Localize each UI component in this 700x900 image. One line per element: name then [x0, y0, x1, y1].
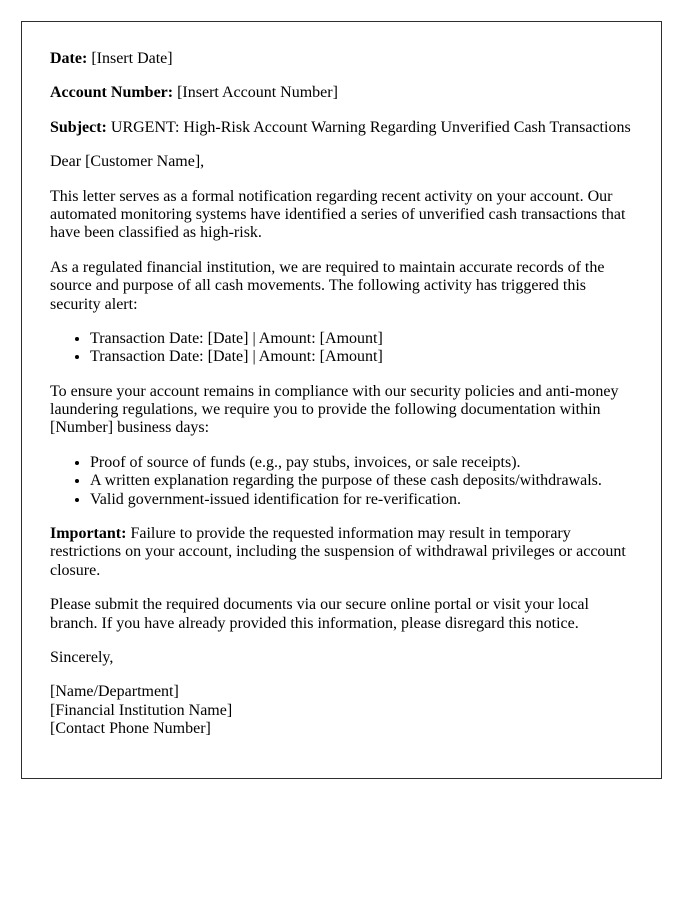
- subject-label: Subject:: [50, 118, 107, 136]
- account-number-label: Account Number:: [50, 84, 174, 102]
- paragraph-important: [50, 525, 632, 580]
- important-label: Important:: [50, 525, 127, 543]
- subject-line: [50, 119, 632, 137]
- paragraph-intro: This letter serves as a formal notification regarding recent activity on your account. Our automated monitoring systems have identified a series of unverified cash transactions that have been classified as high-risk.: [50, 187, 626, 242]
- paragraph-submission: Please submit the required documents via our secure online portal or visit your local branch. If you have already provided this information, please disregard this notice.: [50, 596, 589, 632]
- subject-value: URGENT: High-Risk Account Warning Regarding Unverified Cash Transactions: [110, 118, 631, 136]
- important-value: Failure to provide the requested information may result in temporary restrictions on your account, including the suspension of withdrawal privileges or account closure.: [50, 525, 626, 579]
- flagged-transactions-list: [50, 330, 632, 367]
- signature-institution-name: [Financial Institution Name]: [50, 701, 233, 719]
- signature-name-department: [Name/Department]: [50, 683, 179, 701]
- closing: Sincerely,: [50, 648, 114, 666]
- paragraph-compliance: To ensure your account remains in compliance with our security policies and anti-money laundering regulations, we require you to provide the following documentation within [Number] business days:: [50, 382, 619, 437]
- required-document-item: • Proof of source of funds (e.g., pay stubs, invoices, or sale receipts).: [90, 454, 632, 472]
- date-line: [50, 50, 632, 68]
- account-number-line: [50, 84, 632, 102]
- required-document-item: • Valid government-issued identification for re-verification.: [90, 491, 632, 509]
- letter-document: [21, 21, 662, 779]
- date-label: Date:: [50, 50, 88, 67]
- salutation: Dear [Customer Name],: [50, 153, 205, 171]
- signature-block: [50, 683, 632, 738]
- paragraph-regulation: As a regulated financial institution, we are required to maintain accurate records of the source and purpose of all cash movements. The following activity has triggered this security alert:: [50, 258, 605, 313]
- required-document-item: • A written explanation regarding the purpose of these cash deposits/withdrawals.: [90, 472, 632, 490]
- account-number-value: [Insert Account Number]: [177, 84, 338, 102]
- date-value: [Insert Date]: [91, 50, 173, 67]
- required-documents-list: [50, 454, 632, 509]
- flagged-transaction-item: • Transaction Date: [Date] | Amount: [Amount]: [90, 348, 632, 366]
- flagged-transaction-item: • Transaction Date: [Date] | Amount: [Amount]: [90, 330, 632, 348]
- signature-contact-phone: [Contact Phone Number]: [50, 720, 211, 738]
